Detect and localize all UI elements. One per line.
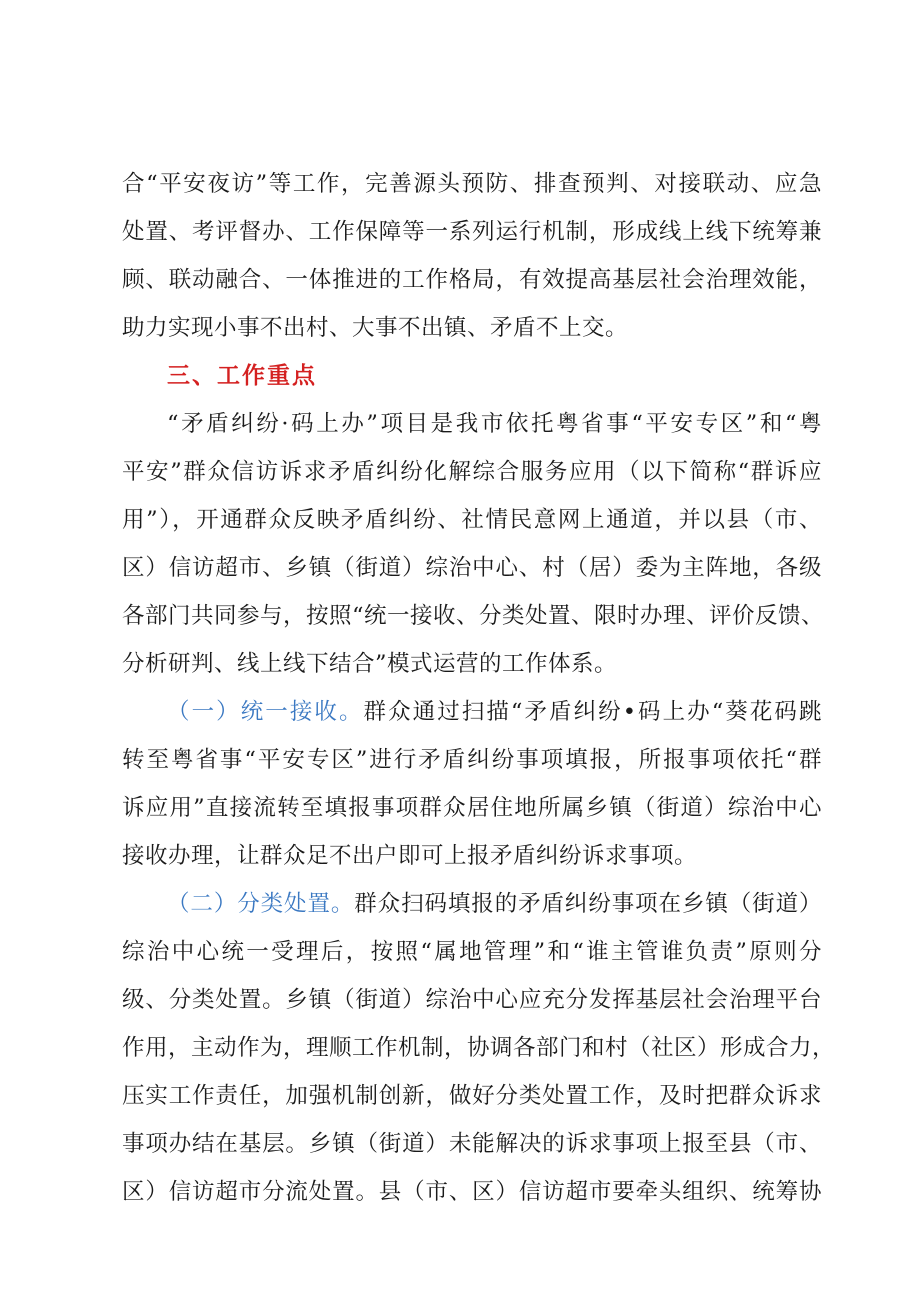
text-line: 合“平安夜访”等工作，完善源头预防、排查预判、对接联动、应急 (122, 171, 822, 197)
text-line: 区）信访超市分流处置。县（市、区）信访超市要牵头组织、统筹协 (122, 1179, 822, 1205)
text-span: 群众通过扫描“矛盾纠纷•码上办“葵花码跳 (363, 699, 822, 725)
paragraph-continuation (122, 160, 822, 352)
section-heading: 三、工作重点 (167, 363, 317, 389)
text-line: 作用，主动作为，理顺工作机制，协调各部门和村（社区）形成合力， (122, 1035, 836, 1061)
text-line: 综治中心统一受理后，按照“属地管理”和“谁主管谁负责”原则分 (122, 939, 822, 965)
text-line (122, 688, 822, 736)
text-line: 平安”群众信访诉求矛盾纠纷化解综合服务应用（以下简称“群诉应 (122, 459, 822, 485)
text-line: 转至粤省事“平安专区”进行矛盾纠纷事项填报，所报事项依托“群 (122, 747, 822, 773)
text-line: 压实工作责任，加强机制创新，做好分类处置工作，及时把群众诉求 (122, 1083, 822, 1109)
text-line: “矛盾纠纷·码上办”项目是我市依托粤省事“平安专区”和“粤 (167, 411, 822, 437)
text-span: 群众扫码填报的矛盾纠纷事项在乡镇（街道） (354, 891, 822, 917)
text-line: 分析研判、线上线下结合”模式运营的工作体系。 (122, 651, 618, 677)
text-line: 接收办理，让群众足不出户即可上报矛盾纠纷诉求事项。 (122, 843, 698, 869)
paragraph-project-overview (122, 400, 825, 688)
document-body (122, 160, 836, 1216)
text-line: 用”），开通群众反映矛盾纠纷、社情民意网上通道，并以县（市、 (122, 507, 822, 533)
text-line: 级、分类处置。乡镇（街道）综治中心应充分发挥基层社会治理平台 (122, 987, 822, 1013)
text-line: 事项办结在基层。乡镇（街道）未能解决的诉求事项上报至县（市、 (122, 1131, 822, 1157)
text-line: 区）信访超市、乡镇（街道）综治中心、村（居）委为主阵地，各级 (122, 555, 822, 581)
subsection-label: （二）分类处置。 (167, 891, 355, 917)
paragraph-unified-intake (122, 688, 822, 880)
text-line: 助力实现小事不出村、大事不出镇、矛盾不上交。 (122, 315, 629, 341)
text-line: 处置、考评督办、工作保障等一系列运行机制，形成线上线下统筹兼 (122, 219, 822, 245)
text-line: 各部门共同参与，按照“统一接收、分类处置、限时办理、评价反馈、 (122, 603, 825, 629)
text-line: 诉应用”直接流转至填报事项群众居住地所属乡镇（街道）综治中心 (122, 795, 822, 821)
subsection-label: （一）统一接收。 (167, 699, 364, 725)
text-line: 顾、联动融合、一体推进的工作格局，有效提高基层社会治理效能， (122, 267, 822, 293)
text-line (122, 880, 822, 928)
paragraph-classified-handling (122, 880, 836, 1216)
